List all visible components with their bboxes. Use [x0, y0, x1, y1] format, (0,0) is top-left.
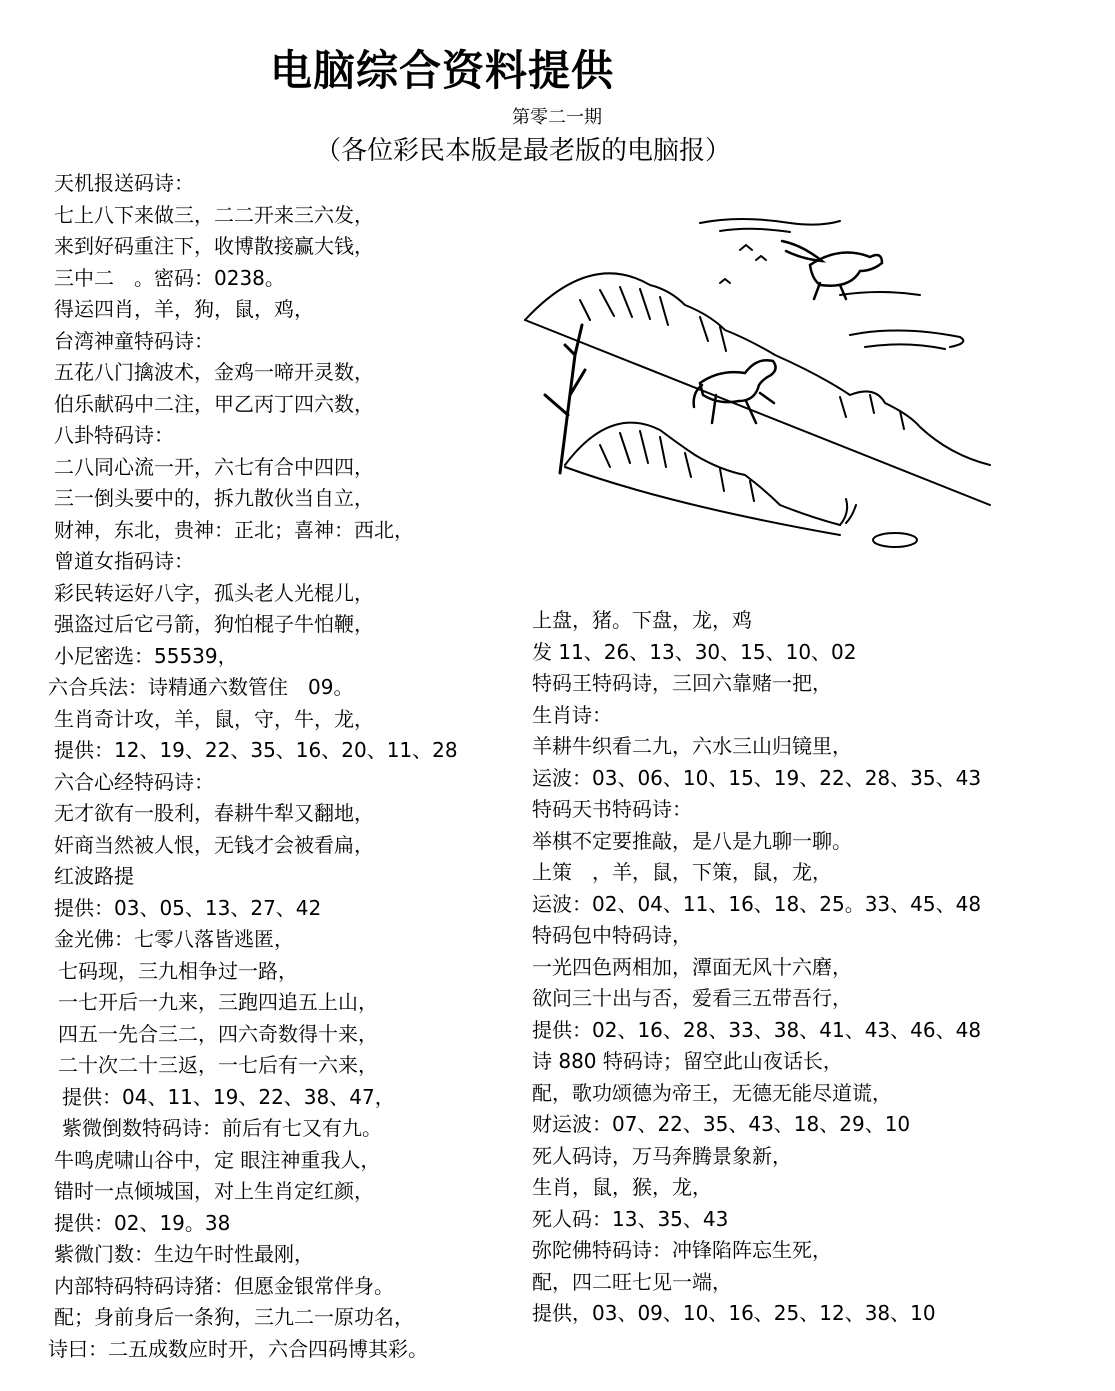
- text-line: 诗曰：二五成数应时开，六合四码博其彩。: [48, 1336, 428, 1361]
- issue-number: 第零二一期: [512, 107, 602, 128]
- text-line: 提供：12、19、22、35、16、20、11、28: [54, 738, 458, 762]
- text-line: 特码天书特码诗：: [532, 797, 692, 821]
- text-line: 错时一点倾城国，对上生肖定红颜，: [54, 1179, 374, 1203]
- text-line: 五花八门擒波术，金鸡一啼开灵数，: [54, 360, 374, 384]
- text-line: 弥陀佛特码诗：冲锋陷阵忘生死，: [532, 1238, 832, 1262]
- text-line: 台湾神童特码诗：: [54, 328, 214, 353]
- text-line: 伯乐献码中二注，甲乙丙丁四六数，: [54, 391, 374, 416]
- text-line: 四五一先合三二，四六奇数得十来，: [58, 1021, 378, 1046]
- right-column: [532, 605, 981, 1330]
- text-line: 强盗过后它弓箭，狗怕棍子牛怕鞭，: [54, 612, 374, 636]
- text-line: 奸商当然被人恨，无钱才会被看扁，: [54, 832, 374, 857]
- text-line: 金光佛：七零八落皆逃匿，: [54, 927, 294, 951]
- text-line: 紫微门数：生边午时性最刚，: [54, 1242, 314, 1266]
- text-line: 红波路提: [54, 864, 134, 888]
- left-column: [48, 168, 458, 1365]
- text-line: 特码王特码诗，三回六靠赌一把，: [532, 671, 832, 695]
- tree-icon: [545, 325, 585, 473]
- text-line: 上盘，猪。下盘，龙，鸡: [532, 608, 752, 632]
- text-line: 曾道女指码诗：: [54, 549, 194, 573]
- text-line: 运波：02、04、11、16、18、25。33、45、48: [532, 891, 982, 916]
- text-line: 三一倒头要中的，拆九散伙当自立，: [54, 486, 374, 510]
- text-line: 提供：02、19。38: [54, 1210, 231, 1235]
- text-line: 天机报送码诗：: [54, 171, 194, 195]
- text-line: 三中二 。密码：0238。: [54, 265, 285, 290]
- landscape-illustration: [520, 205, 1000, 585]
- text-line: 提供：04、11、19、22、38、47，: [62, 1084, 395, 1109]
- bird-icon: [720, 245, 766, 283]
- text-line: 提供：03、05、13、27、42: [54, 895, 322, 920]
- text-line: 六合兵法：诗精通六数管住 09。: [48, 675, 354, 699]
- text-line: 一光四色两相加，潭面无风十六磨，: [532, 954, 852, 979]
- text-line: 六合心经特码诗：: [54, 769, 214, 794]
- text-line: 生肖，鼠，猴，龙，: [532, 1175, 712, 1199]
- text-line: 配，四二旺七见一端，: [532, 1269, 732, 1294]
- text-line: 举棋不定要推敲，是八是九聊一聊。: [532, 828, 852, 853]
- text-line: 彩民转运好八字，孤头老人光棍儿，: [54, 580, 374, 605]
- text-line: 配；身前身后一条狗，三九二一原功名，: [54, 1305, 414, 1329]
- text-line: 财运波：07、22、35、43、18、29、10: [532, 1112, 911, 1136]
- cloud-icon: [700, 219, 963, 349]
- text-line: 羊耕牛织看二九，六水三山归镜里，: [532, 734, 852, 758]
- text-line: 提供，03、09、10、16、25、12、38、10: [532, 1301, 936, 1325]
- text-line: 诗 880 特码诗；留空此山夜话长，: [532, 1049, 843, 1073]
- text-line: 二十次二十三返，一七后有一六来，: [58, 1053, 378, 1077]
- page-title: 电脑综合资料提供: [270, 46, 615, 95]
- text-line: 二八同心流一开，六七有合中四四，: [54, 454, 374, 479]
- page-subtitle: （各位彩民本版是最老版的电脑报）: [315, 136, 732, 166]
- text-line: 来到好码重注下，收博散接赢大钱，: [54, 234, 374, 258]
- text-line: 一七开后一九来，三跑四追五上山，: [58, 990, 378, 1014]
- text-line: 七码现，三九相争过一路，: [58, 958, 298, 983]
- text-line: 配，歌功颂德为帝王，无德无能尽道谎，: [532, 1080, 892, 1105]
- text-line: 欲问三十出与否，爱看三五带吾行，: [532, 986, 852, 1010]
- text-line: 运波：03、06、10、15、19、22、28、35、43: [532, 765, 982, 790]
- text-line: 生肖奇计攻，羊，鼠，守，牛，龙，: [54, 706, 374, 731]
- text-line: 七上八下来做三，二二开来三六发，: [54, 202, 374, 227]
- text-line: 无才欲有一股利，春耕牛犁又翻地，: [54, 801, 374, 825]
- text-line: 发 11、26、13、30、15、10、02: [532, 639, 857, 664]
- text-line: 八卦特码诗：: [54, 423, 174, 447]
- text-line: 内部特码特码诗猪：但愿金银常伴身。: [54, 1273, 394, 1298]
- lower-mountains: [565, 423, 917, 547]
- text-line: 得运四肖，羊，狗，鼠，鸡，: [54, 297, 314, 321]
- text-line: 紫微倒数特码诗：前后有七又有九。: [62, 1116, 382, 1140]
- text-line: 小尼密选：55539，: [54, 643, 238, 668]
- text-line: 特码包中特码诗，: [532, 923, 692, 947]
- flying-horse-icon: [782, 241, 882, 299]
- text-line: 死人码诗，万马奔腾景象新，: [532, 1143, 792, 1168]
- text-line: 死人码：13、35、43: [532, 1206, 729, 1231]
- text-line: 财神，东北，贵神：正北；喜神：西北，: [54, 517, 414, 542]
- text-line: 上策 ，羊，鼠，下策，鼠，龙，: [532, 860, 832, 884]
- text-line: 提供：02、16、28、33、38、41、43、46、48: [532, 1017, 982, 1042]
- text-line: 牛鸣虎啸山谷中，定 眼注神重我人，: [54, 1147, 381, 1172]
- text-line: 生肖诗：: [532, 702, 612, 727]
